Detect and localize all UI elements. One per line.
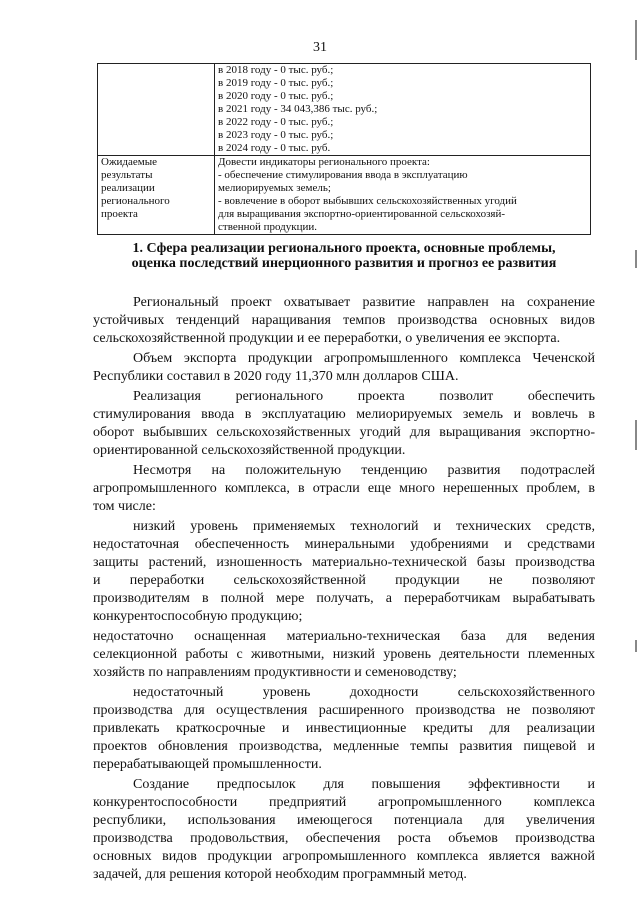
text-line: Республики составил в 2020 году 11,370 млн долларов США. [93,369,459,384]
table-cell-financing [215,64,591,156]
paragraph [93,776,595,884]
table-line: в 2023 году - 0 тыс. руб.; [218,129,334,141]
table-line: в 2021 году - 34 043,386 тыс. руб.; [218,103,378,115]
text-line: селекционной работы с животными, низкий уровень деятельности племенных [93,647,595,662]
text-line: и переработки сельскохозяйственной продукции не позволяют [93,573,595,588]
text-line: Реализация регионального проекта позволит обеспечить [133,389,595,404]
body-text [93,294,595,886]
scan-artifact [635,20,637,60]
text-line: задачей, для решения которой необходим программный метод. [93,867,467,882]
table-line: мелиорируемых земель; [218,182,331,194]
text-line: привлекать краткосрочные и инвестиционные кредиты для реализации [93,721,595,736]
text-line: ориентированной сельскохозяйственной продукции. [93,443,406,458]
text-line: том числе: [93,499,156,514]
text-line: Несмотря на положительную тенденцию развития подотраслей [133,463,595,478]
text-line: основных видов продукции агропромышленного комплекса является важной [93,849,595,864]
text-line: устойчивых тенденций наращивания темпов производства основных видов [93,313,595,328]
table-line: в 2020 году - 0 тыс. руб.; [218,90,334,102]
paragraph [93,628,595,682]
table-line: в 2022 году - 0 тыс. руб.; [218,116,334,128]
text-line: стимулирования ввода в эксплуатацию мелиорируемых земель и вовлечь в [93,407,595,422]
section-heading-line: оценка последствий инерционного развития и прогноз ее развития [131,256,557,271]
page-number: 31 [313,40,327,55]
text-line: хозяйств по направлениям продуктивности и семеноводству; [93,665,457,680]
text-line: республики, использования имеющегося потенциала для увеличения [93,813,595,828]
text-line: защиты растений, изношенность материально-технической базы производства [93,555,595,570]
table-cell-results [215,156,591,235]
scan-artifact [635,250,637,268]
paragraph [93,462,595,516]
table-cell-label [98,156,215,235]
text-line: Создание предпосылок для повышения эффективности и [133,777,595,792]
scan-artifact [635,640,637,652]
text-line: низкий уровень применяемых технологий и технических средств, [133,519,595,534]
table-line: - вовлечение в оборот выбывших сельскохозяйственных угодий [218,195,517,207]
paragraph [93,294,595,348]
table-label-line: регионального [101,195,170,207]
table-cell-label-empty [98,64,215,156]
text-line: сельскохозяйственной продукции и ее переработки, о увеличения ее экспорта. [93,331,561,346]
text-line: агропромышленного комплекса, в отрасли еще много нерешенных проблем, в [93,481,595,496]
table-line: в 2018 году - 0 тыс. руб.; [218,64,334,76]
section-heading-line: 1. Сфера реализации регионального проекта, основные проблемы, [132,241,556,256]
text-line: оборот выбывших сельскохозяйственных угодий для выращивания экспортно- [93,425,595,440]
table-label-line: результаты [101,169,153,181]
table-row-financing [98,64,591,156]
project-info-table [97,63,591,235]
text-line: конкурентоспособную продукцию; [93,609,303,624]
table-line: для выращивания экспортно-ориентированной сельскохозяй- [218,208,506,220]
text-line: производства для осуществления расширенного производства не позволяют [93,703,595,718]
paragraph [93,388,595,460]
table-row-expected-results [98,156,591,235]
table-line: ственной продукции. [218,221,318,233]
table-label-line: реализации [101,182,155,194]
paragraph [93,350,595,386]
section-heading [100,241,588,271]
table-label-line: проекта [101,208,138,220]
text-line: Объем экспорта продукции агропромышленного комплекса Чеченской [133,351,595,366]
table-line: в 2019 году - 0 тыс. руб.; [218,77,334,89]
table-line: в 2024 году - 0 тыс. руб. [218,142,331,154]
paragraph [93,518,595,626]
scan-artifact [635,420,637,450]
text-line: недостаточный уровень доходности сельскохозяйственного [133,685,595,700]
table-label-line: Ожидаемые [101,156,158,168]
text-line: перерабатывающей промышленности. [93,757,322,772]
text-line: Региональный проект охватывает развитие направлен на сохранение [133,295,595,310]
text-line: конкурентоспособности предприятий агропромышленного комплекса [93,795,595,810]
paragraph [93,684,595,774]
text-line: производства продовольствия, обеспечения роста объемов производства [93,831,595,846]
text-line: недостаточно оснащенная материально-техническая база для ведения [93,629,595,644]
table-line: - обеспечение стимулирования ввода в эксплуатацию [218,169,468,181]
table-line: Довести индикаторы регионального проекта: [218,156,430,168]
text-line: проектов обновления производства, медленные темпы развития пищевой и [93,739,595,754]
text-line: недостаточная обеспеченность минеральными удобрениями и средствами [93,537,595,552]
text-line: производителям в полной мере получать, а переработчикам вырабатывать [93,591,595,606]
